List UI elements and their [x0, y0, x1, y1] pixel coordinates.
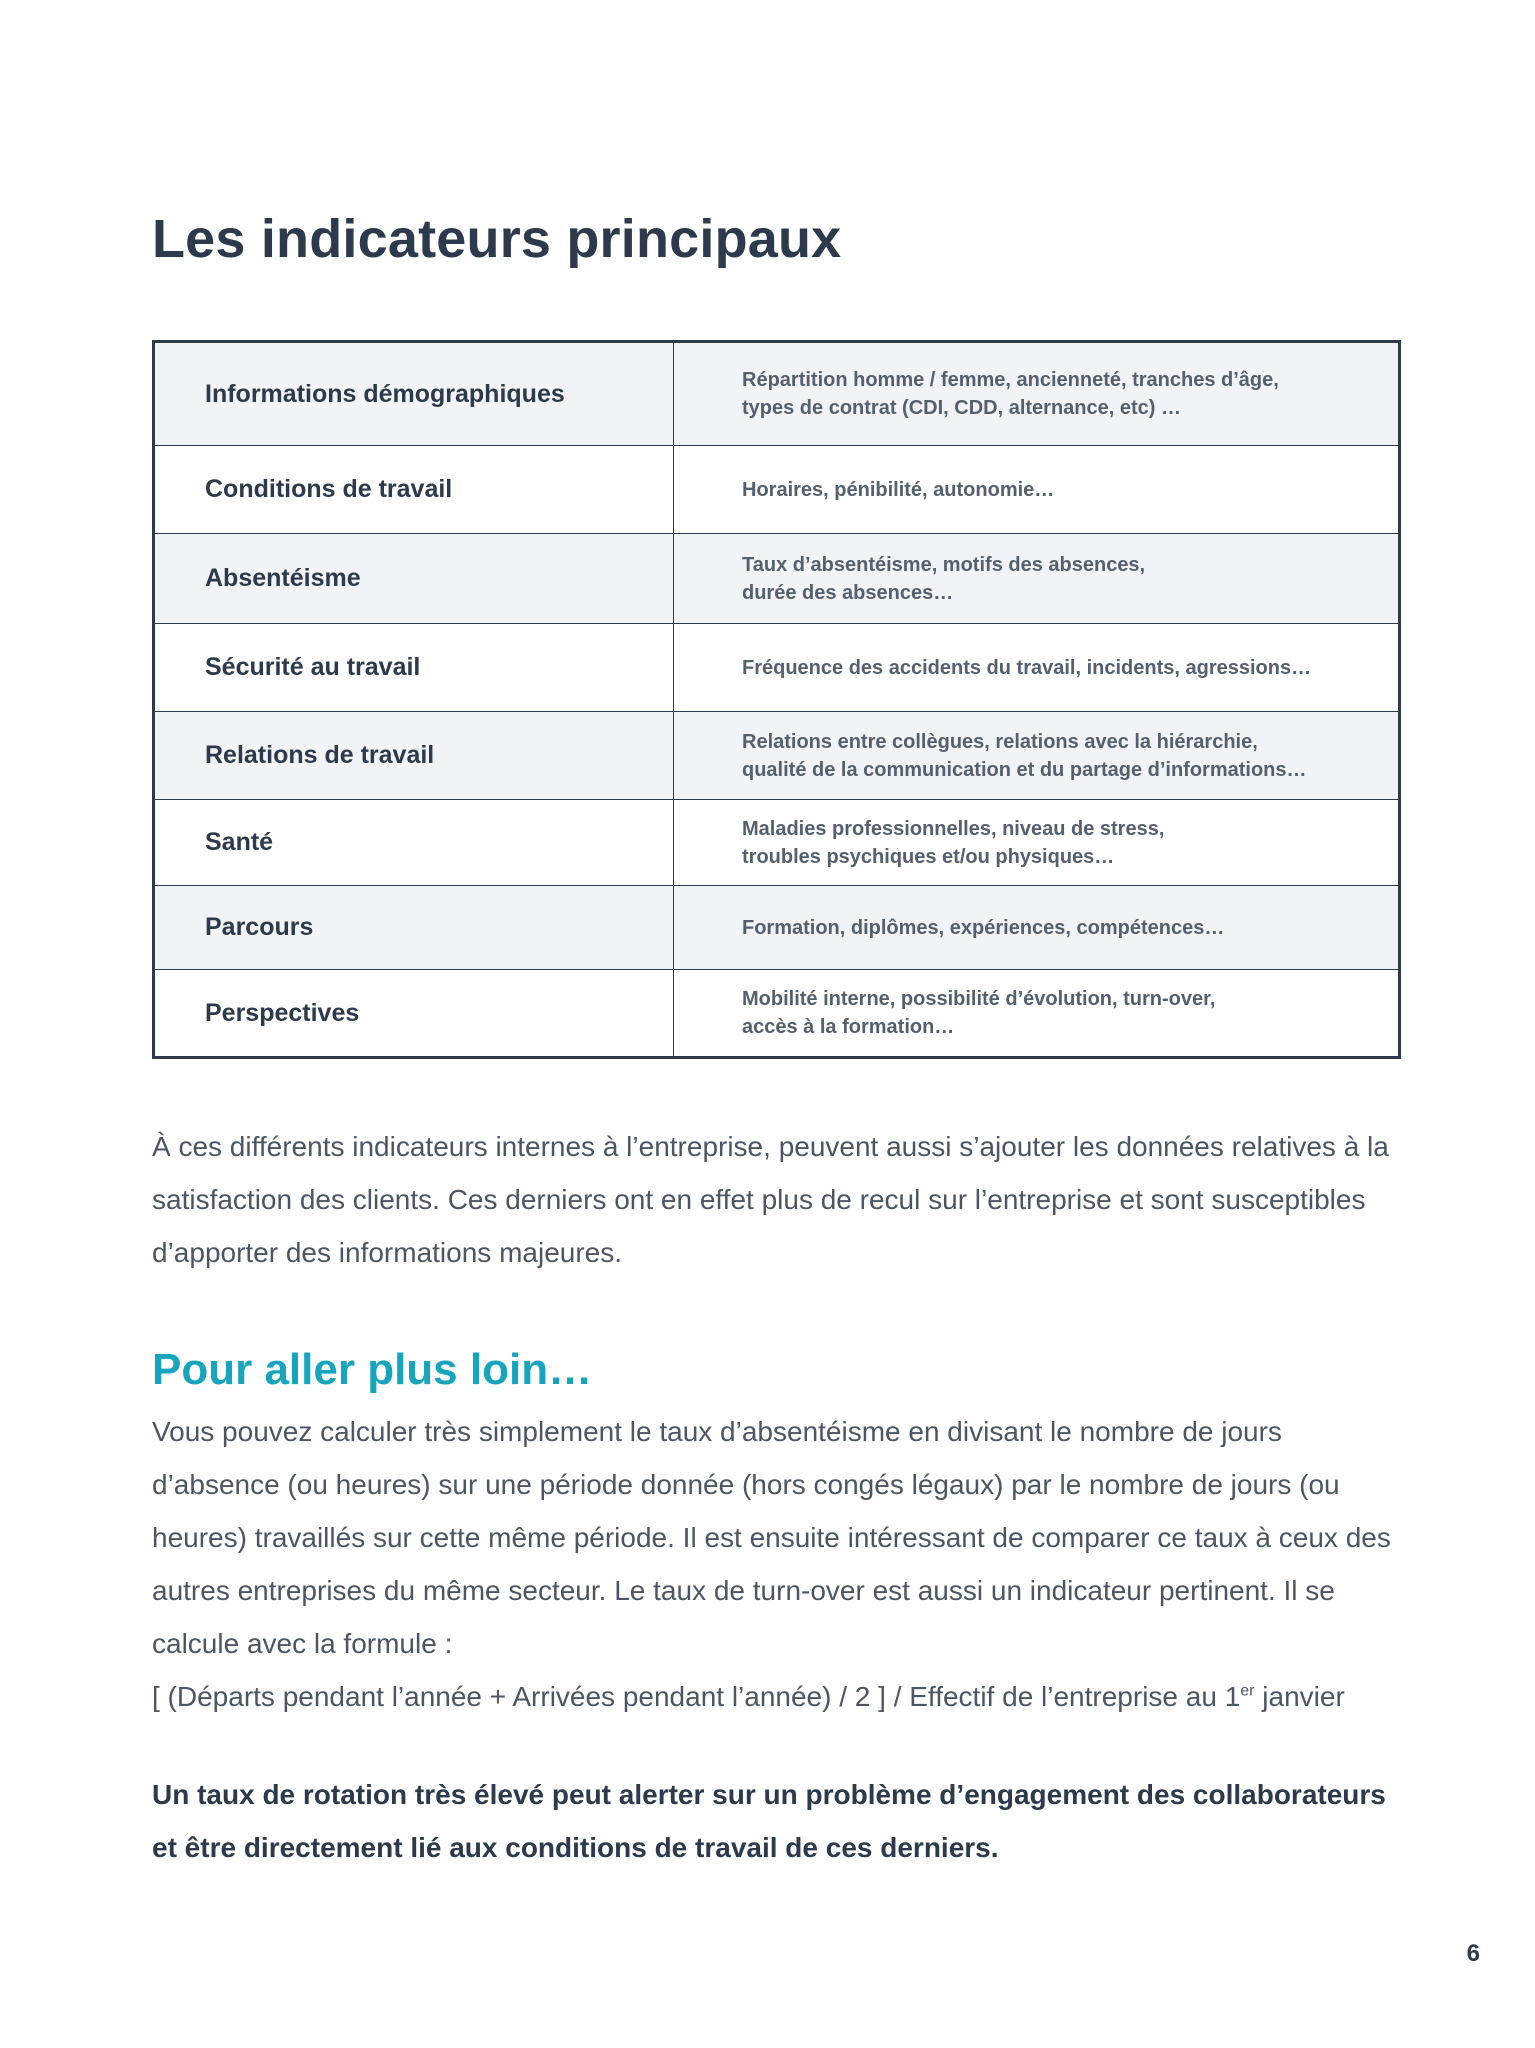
- intro-paragraph: À ces différents indicateurs internes à l’entreprise, peuvent aussi s’ajouter les données relatives à la satisfaction des clients. Ces derniers ont en effet plus de recul sur l’entreprise et sont susceptibles d’apporter des informations majeures.: [152, 1131, 1389, 1268]
- row-label: Informations démographiques: [154, 342, 674, 446]
- section-heading: Pour aller plus loin…: [152, 1345, 593, 1394]
- further-paragraph: [152, 1405, 1412, 1723]
- table-row: [154, 970, 1400, 1058]
- turnover-formula: [ (Départs pendant l’année + Arrivées pendant l’année) / 2 ] / Effectif de l’entreprise au 1er janvier: [152, 1681, 1345, 1712]
- row-label: Santé: [154, 800, 674, 886]
- table-row: [154, 342, 1400, 446]
- row-label: Parcours: [154, 886, 674, 970]
- row-description: Mobilité interne, possibilité d’évolution, turn-over, accès à la formation…: [674, 970, 1400, 1058]
- row-description: Horaires, pénibilité, autonomie…: [674, 446, 1400, 534]
- page-title: Les indicateurs principaux: [152, 209, 842, 269]
- row-label: Absentéisme: [154, 534, 674, 624]
- row-label: Perspectives: [154, 970, 674, 1058]
- row-description: Maladies professionnelles, niveau de stress, troubles psychiques et/ou physiques…: [674, 800, 1400, 886]
- row-description: Formation, diplômes, expériences, compétences…: [674, 886, 1400, 970]
- table-row: [154, 624, 1400, 712]
- row-label: Sécurité au travail: [154, 624, 674, 712]
- page-number: 6: [1466, 1940, 1480, 1967]
- table-row: [154, 886, 1400, 970]
- indicators-table: [152, 340, 1401, 1059]
- row-label: Relations de travail: [154, 712, 674, 800]
- row-description: Répartition homme / femme, ancienneté, tranches d’âge, types de contrat (CDI, CDD, alternance, etc) …: [674, 342, 1400, 446]
- conclusion-text: Un taux de rotation très élevé peut alerter sur un problème d’engagement des collaborateurs et être directement lié aux conditions de travail de ces derniers.: [152, 1779, 1386, 1863]
- row-description: Taux d’absentéisme, motifs des absences, durée des absences…: [674, 534, 1400, 624]
- row-label: Conditions de travail: [154, 446, 674, 534]
- table-row: [154, 712, 1400, 800]
- further-text: Vous pouvez calculer très simplement le taux d’absentéisme en divisant le nombre de jours d’absence (ou heures) sur une période donnée (hors congés légaux) par le nombre de jours (ou heures) travaillés sur cette même période. Il est ensuite intéressant de comparer ce taux à ceux des autres entreprises du même secteur. Le taux de turn-over est aussi un indicateur pertinent. Il se calcule avec la formule :: [152, 1416, 1391, 1659]
- table-row: [154, 446, 1400, 534]
- row-description: Fréquence des accidents du travail, incidents, agressions…: [674, 624, 1400, 712]
- table-row: [154, 534, 1400, 624]
- row-description: Relations entre collègues, relations avec la hiérarchie, qualité de la communication et du partage d’informations…: [674, 712, 1400, 800]
- table-row: [154, 800, 1400, 886]
